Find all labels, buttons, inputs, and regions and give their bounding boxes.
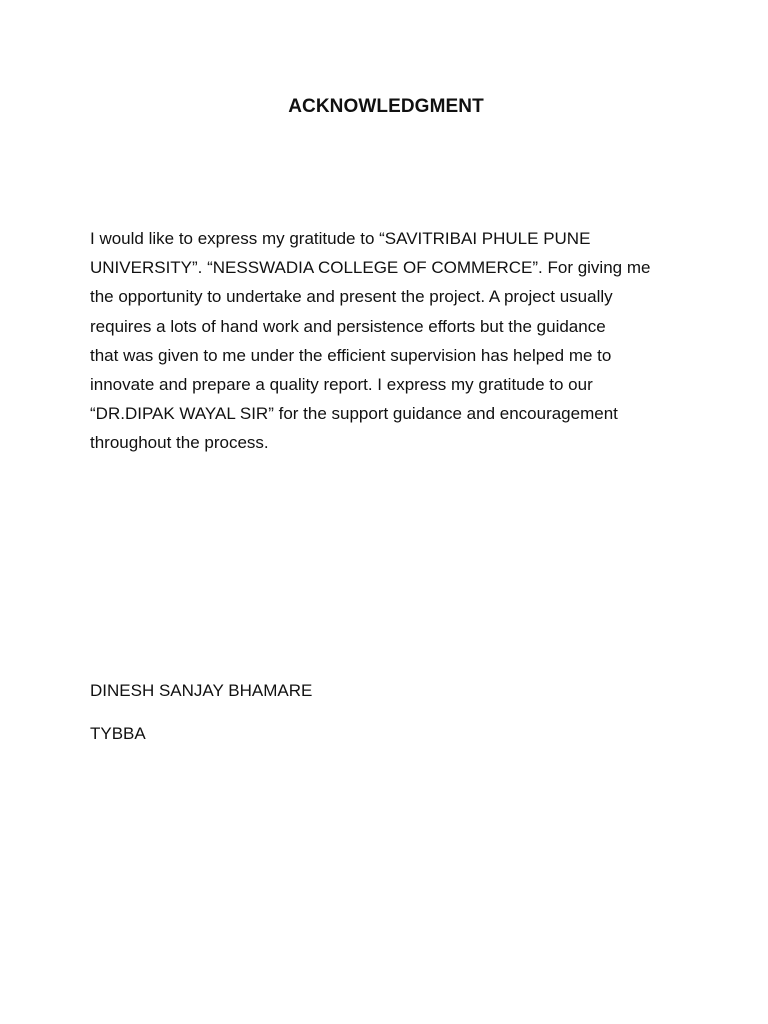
paragraph-line: I would like to express my gratitude to “SAVITRIBAI PHULE PUNE (90, 229, 591, 248)
acknowledgment-paragraph (90, 224, 730, 458)
paragraph-line: UNIVERSITY”. “NESSWADIA COLLEGE OF COMMERCE”. For giving me (90, 258, 651, 278)
paragraph-line: the opportunity to undertake and present the project. A project usually (90, 287, 613, 307)
signature-block (90, 680, 312, 745)
author-class: TYBBA (90, 724, 146, 743)
paragraph-line: that was given to me under the efficient supervision has helped me to (90, 345, 612, 365)
paragraph-line: requires a lots of hand work and persistence efforts but the guidance (90, 316, 606, 336)
paragraph-line: innovate and prepare a quality report. I express my gratitude to our (90, 375, 593, 395)
page-title: ACKNOWLEDGMENT (288, 96, 484, 117)
author-name: DINESH SANJAY BHAMARE (90, 681, 313, 700)
paragraph-line: “DR.DIPAK WAYAL SIR” for the support guidance and encouragement (90, 404, 618, 424)
paragraph-line: throughout the process. (90, 433, 269, 453)
